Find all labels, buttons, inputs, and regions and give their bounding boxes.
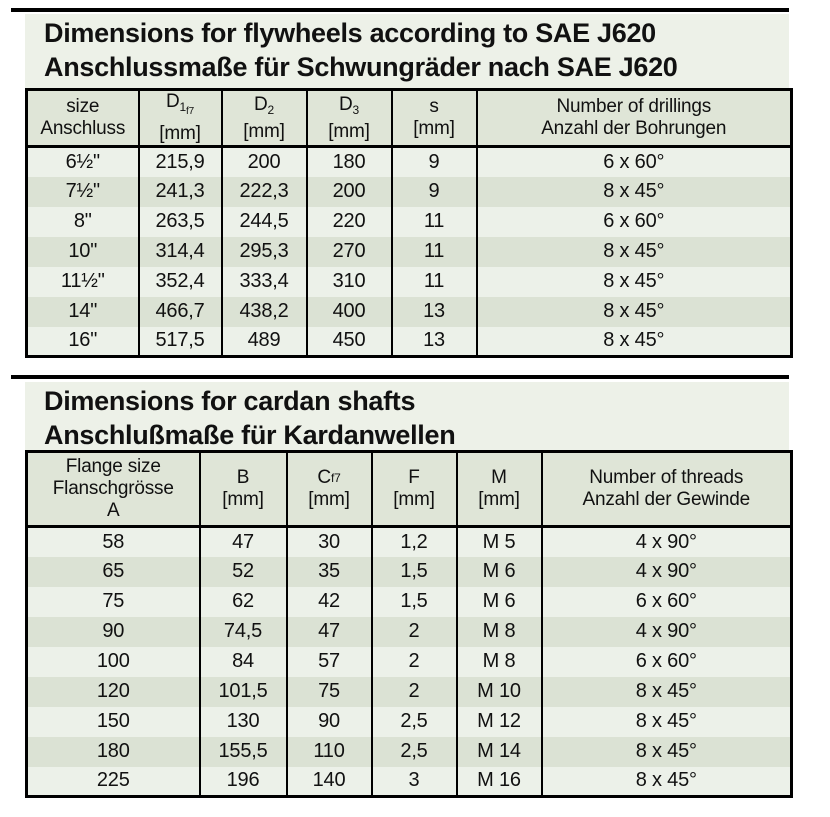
table-row <box>27 617 792 647</box>
table-row <box>27 737 792 767</box>
table-cell: 120 <box>96 680 130 702</box>
table-cell: 2 <box>372 677 457 707</box>
table-cell: 7½" <box>65 180 100 202</box>
table-cell: 8" <box>73 210 92 232</box>
cardan-col-f: F [mm] <box>372 452 457 527</box>
table-cell: 47 <box>287 617 372 647</box>
table-cell: 517,5 <box>139 327 222 357</box>
table-cell: M 14 <box>457 737 542 767</box>
table-cell: 352,4 <box>139 267 222 297</box>
table-cell: 14" <box>68 300 98 322</box>
table-cell: M 6 <box>457 557 542 587</box>
cardan-col-m: M [mm] <box>457 452 542 527</box>
table-cell: 101,5 <box>200 677 287 707</box>
cardan-col-threads: Number of threads Anzahl der Gewinde <box>542 452 792 527</box>
cardan-col-flange-size: Flange size Flanschgrösse A <box>27 452 200 527</box>
table-cell: 1,5 <box>372 557 457 587</box>
table-cell: 2,5 <box>372 737 457 767</box>
table-cell: 65 <box>102 560 125 582</box>
table-cell: 222,3 <box>222 177 307 207</box>
table-cell: 200 <box>222 147 307 177</box>
table-cell: 11 <box>392 237 477 267</box>
table-cell: 215,9 <box>139 147 222 177</box>
flywheel-title-de: Anschlussmaße für Schwungräder nach SAE J620 <box>44 52 678 82</box>
cardan-col-b: B [mm] <box>200 452 287 527</box>
table-cell: 466,7 <box>139 297 222 327</box>
table-cell: 6 x 60° <box>477 147 792 177</box>
table-cell: 30 <box>287 527 372 557</box>
flywheel-col-s: s [mm] <box>392 90 477 147</box>
cardan-title-de: Anschlußmaße für Kardanwellen <box>44 420 456 450</box>
table-cell: 16" <box>68 329 98 352</box>
table-cell: 150 <box>96 710 130 732</box>
flywheel-col-d2: $D_2$ [mm] <box>222 90 307 147</box>
table-cell: 310 <box>307 267 392 297</box>
cardan-title-en: Dimensions for cardan shafts <box>44 386 416 416</box>
table-row <box>27 767 792 797</box>
table-row <box>27 707 792 737</box>
table-cell: 75 <box>102 590 125 612</box>
cardan-header-row <box>27 452 792 527</box>
table-cell: 140 <box>287 767 372 797</box>
table-cell: 6 x 60° <box>542 647 792 677</box>
table-cell: 4 x 90° <box>542 557 792 587</box>
table-cell: 8 x 45° <box>477 237 792 267</box>
table-cell: 225 <box>96 769 130 792</box>
table-cell: 10" <box>68 240 98 262</box>
table-cell: 8 x 45° <box>542 707 792 737</box>
table-row <box>27 237 792 267</box>
table-cell: 75 <box>287 677 372 707</box>
table-row <box>27 147 792 177</box>
table-cell: 9 <box>392 147 477 177</box>
table-cell: 314,4 <box>139 237 222 267</box>
table-cell: 74,5 <box>200 617 287 647</box>
table-cell: 180 <box>96 740 130 762</box>
table-cell: 241,3 <box>139 177 222 207</box>
table-cell: 2 <box>372 647 457 677</box>
table-cell: 400 <box>307 297 392 327</box>
table-row <box>27 557 792 587</box>
table-cell: 200 <box>307 177 392 207</box>
table-row <box>27 327 792 357</box>
cardan-dimensions-table <box>25 450 793 798</box>
table-cell: 90 <box>102 620 125 642</box>
table-cell: 220 <box>307 207 392 237</box>
table-cell: M 6 <box>457 587 542 617</box>
table-row <box>27 177 792 207</box>
table-cell: 84 <box>200 647 287 677</box>
table-cell: 438,2 <box>222 297 307 327</box>
table-cell: 8 x 45° <box>542 767 792 797</box>
table-cell: 8 x 45° <box>542 737 792 767</box>
flywheel-col-d3: $D_3$ [mm] <box>307 90 392 147</box>
table-row <box>27 297 792 327</box>
table-cell: 1,2 <box>372 527 457 557</box>
table-cell: 180 <box>307 147 392 177</box>
table-cell: M 8 <box>457 617 542 647</box>
table-cell: 13 <box>392 327 477 357</box>
table-cell: 47 <box>200 527 287 557</box>
table-cell: 8 x 45° <box>477 267 792 297</box>
table-cell: 11 <box>392 267 477 297</box>
table-cell: 52 <box>200 557 287 587</box>
table-cell: 8 x 45° <box>477 327 792 357</box>
table-cell: M 8 <box>457 647 542 677</box>
cardan-col-cf7: C f7 [mm] <box>287 452 372 527</box>
table-cell: M 12 <box>457 707 542 737</box>
table-cell: 57 <box>287 647 372 677</box>
table-cell: 2,5 <box>372 707 457 737</box>
table-cell: 155,5 <box>200 737 287 767</box>
table-cell: 9 <box>392 177 477 207</box>
table-cell: 35 <box>287 557 372 587</box>
table-cell: 3 <box>372 767 457 797</box>
table-row <box>27 267 792 297</box>
table-cell: 8 x 45° <box>477 297 792 327</box>
table-cell: 13 <box>392 297 477 327</box>
flywheel-dimensions-table <box>25 88 793 358</box>
table-cell: 6 x 60° <box>477 207 792 237</box>
table-cell: 333,4 <box>222 267 307 297</box>
table-cell: M 16 <box>457 767 542 797</box>
flywheel-section-top-rule <box>11 8 789 12</box>
flywheel-col-size: size Anschluss <box>27 90 139 147</box>
table-row <box>27 677 792 707</box>
table-cell: 6 x 60° <box>542 587 792 617</box>
table-cell: 130 <box>200 707 287 737</box>
table-cell: 8 x 45° <box>542 677 792 707</box>
table-cell: 196 <box>200 767 287 797</box>
table-row <box>27 587 792 617</box>
cardan-section-top-rule <box>11 375 789 379</box>
table-cell: 1,5 <box>372 587 457 617</box>
cardan-section-title <box>25 382 789 450</box>
flywheel-title-en: Dimensions for flywheels according to SAE J620 <box>44 18 656 48</box>
table-cell: 2 <box>372 617 457 647</box>
table-cell: 90 <box>287 707 372 737</box>
table-cell: 58 <box>102 530 125 553</box>
table-cell: M 5 <box>457 527 542 557</box>
flywheel-col-d1f7: $D_{1_{f7}}$ [mm] <box>139 90 222 147</box>
table-cell: 8 x 45° <box>477 177 792 207</box>
table-cell: 450 <box>307 327 392 357</box>
table-cell: 110 <box>287 737 372 767</box>
table-cell: 62 <box>200 587 287 617</box>
table-cell: 11 <box>392 207 477 237</box>
table-cell: 42 <box>287 587 372 617</box>
table-cell: M 10 <box>457 677 542 707</box>
table-cell: 4 x 90° <box>542 617 792 647</box>
table-cell: 11½" <box>60 270 105 292</box>
table-row <box>27 647 792 677</box>
table-cell: 270 <box>307 237 392 267</box>
flywheel-col-drillings: Number of drillings Anzahl der Bohrungen <box>477 90 792 147</box>
table-row <box>27 207 792 237</box>
table-cell: 263,5 <box>139 207 222 237</box>
table-cell: 244,5 <box>222 207 307 237</box>
table-cell: 4 x 90° <box>542 527 792 557</box>
table-cell: 295,3 <box>222 237 307 267</box>
flywheel-section-title <box>25 14 789 88</box>
table-cell: 489 <box>222 327 307 357</box>
table-cell: 6½" <box>65 150 100 173</box>
table-cell: 100 <box>96 650 130 672</box>
table-row <box>27 527 792 557</box>
flywheel-header-row <box>27 90 792 147</box>
